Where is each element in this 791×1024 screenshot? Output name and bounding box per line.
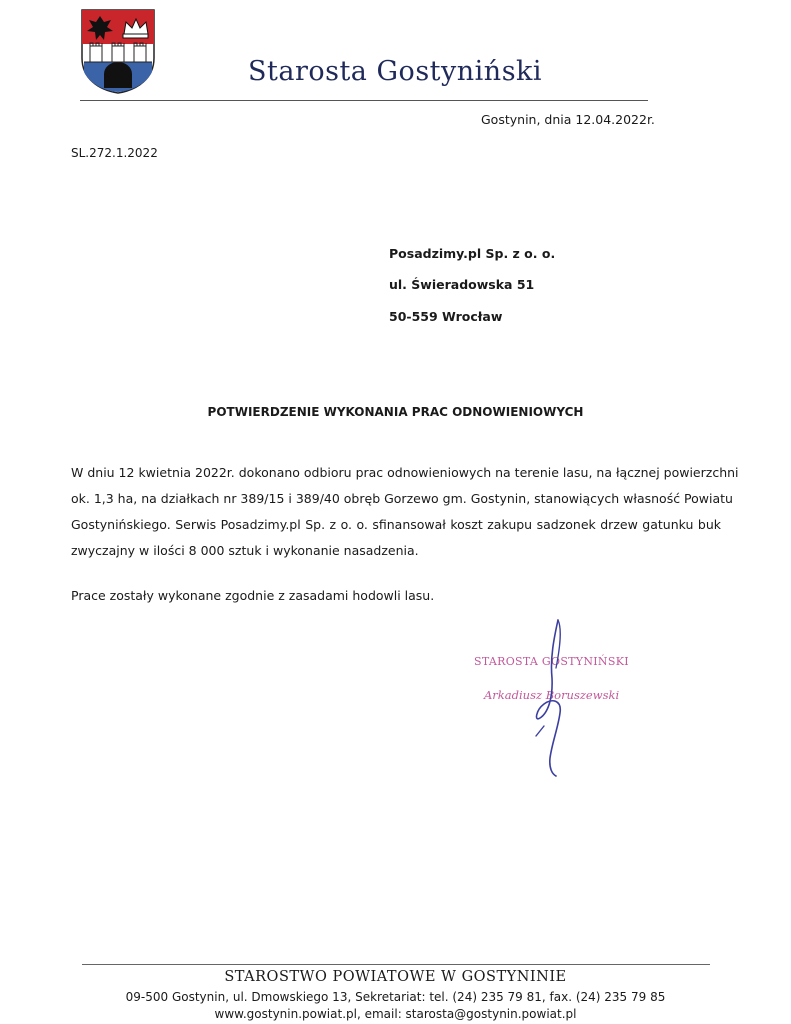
- body-paragraph-line: Gostynińskiego. Serwis Posadzimy.pl Sp. z o. o. sfinansował koszt zakupu sadzonek drzew gatunku buk: [71, 517, 721, 532]
- footer-divider: [82, 964, 710, 965]
- stamp-office-title: STAROSTA GOSTYNIŃSKI: [474, 655, 629, 668]
- place-and-date: Gostynin, dnia 12.04.2022r.: [481, 112, 655, 127]
- footer-office-name: STAROSTWO POWIATOWE W GOSTYNINIE: [224, 969, 567, 985]
- document-heading: POTWIERDZENIE WYKONANIA PRAC ODNOWIENIOWYCH: [207, 405, 584, 419]
- recipient-city: 50-559 Wrocław: [389, 309, 503, 324]
- footer-address: 09-500 Gostynin, ul. Dmowskiego 13, Sekretariat: tel. (24) 235 79 81, fax. (24) 235 79 85: [125, 990, 666, 1004]
- coat-of-arms-logo: [80, 8, 156, 94]
- recipient-name: Posadzimy.pl Sp. z o. o.: [389, 246, 556, 261]
- body-paragraph-line: ok. 1,3 ha, na działkach nr 389/15 i 389/40 obręb Gorzewo gm. Gostynin, stanowiących własność Powiatu: [71, 491, 733, 506]
- body-paragraph-2: Prace zostały wykonane zgodnie z zasadami hodowli lasu.: [71, 588, 435, 603]
- stamp-official-name: Arkadiusz Boruszewski: [484, 688, 620, 702]
- handwritten-signature: [470, 618, 640, 778]
- recipient-street: ul. Świeradowska 51: [389, 277, 535, 292]
- footer-contact: www.gostynin.powiat.pl, email: starosta@gostynin.powiat.pl: [214, 1007, 577, 1021]
- body-paragraph-line: zwyczajny w ilości 8 000 sztuk i wykonanie nasadzenia.: [71, 543, 419, 558]
- body-paragraph-line: W dniu 12 kwietnia 2022r. dokonano odbioru prac odnowieniowych na terenie lasu, na łącznej powierzchni: [71, 465, 739, 480]
- header-divider: [80, 100, 648, 101]
- reference-number: SL.272.1.2022: [71, 146, 158, 160]
- page-title: Starosta Gostyniński: [248, 56, 543, 87]
